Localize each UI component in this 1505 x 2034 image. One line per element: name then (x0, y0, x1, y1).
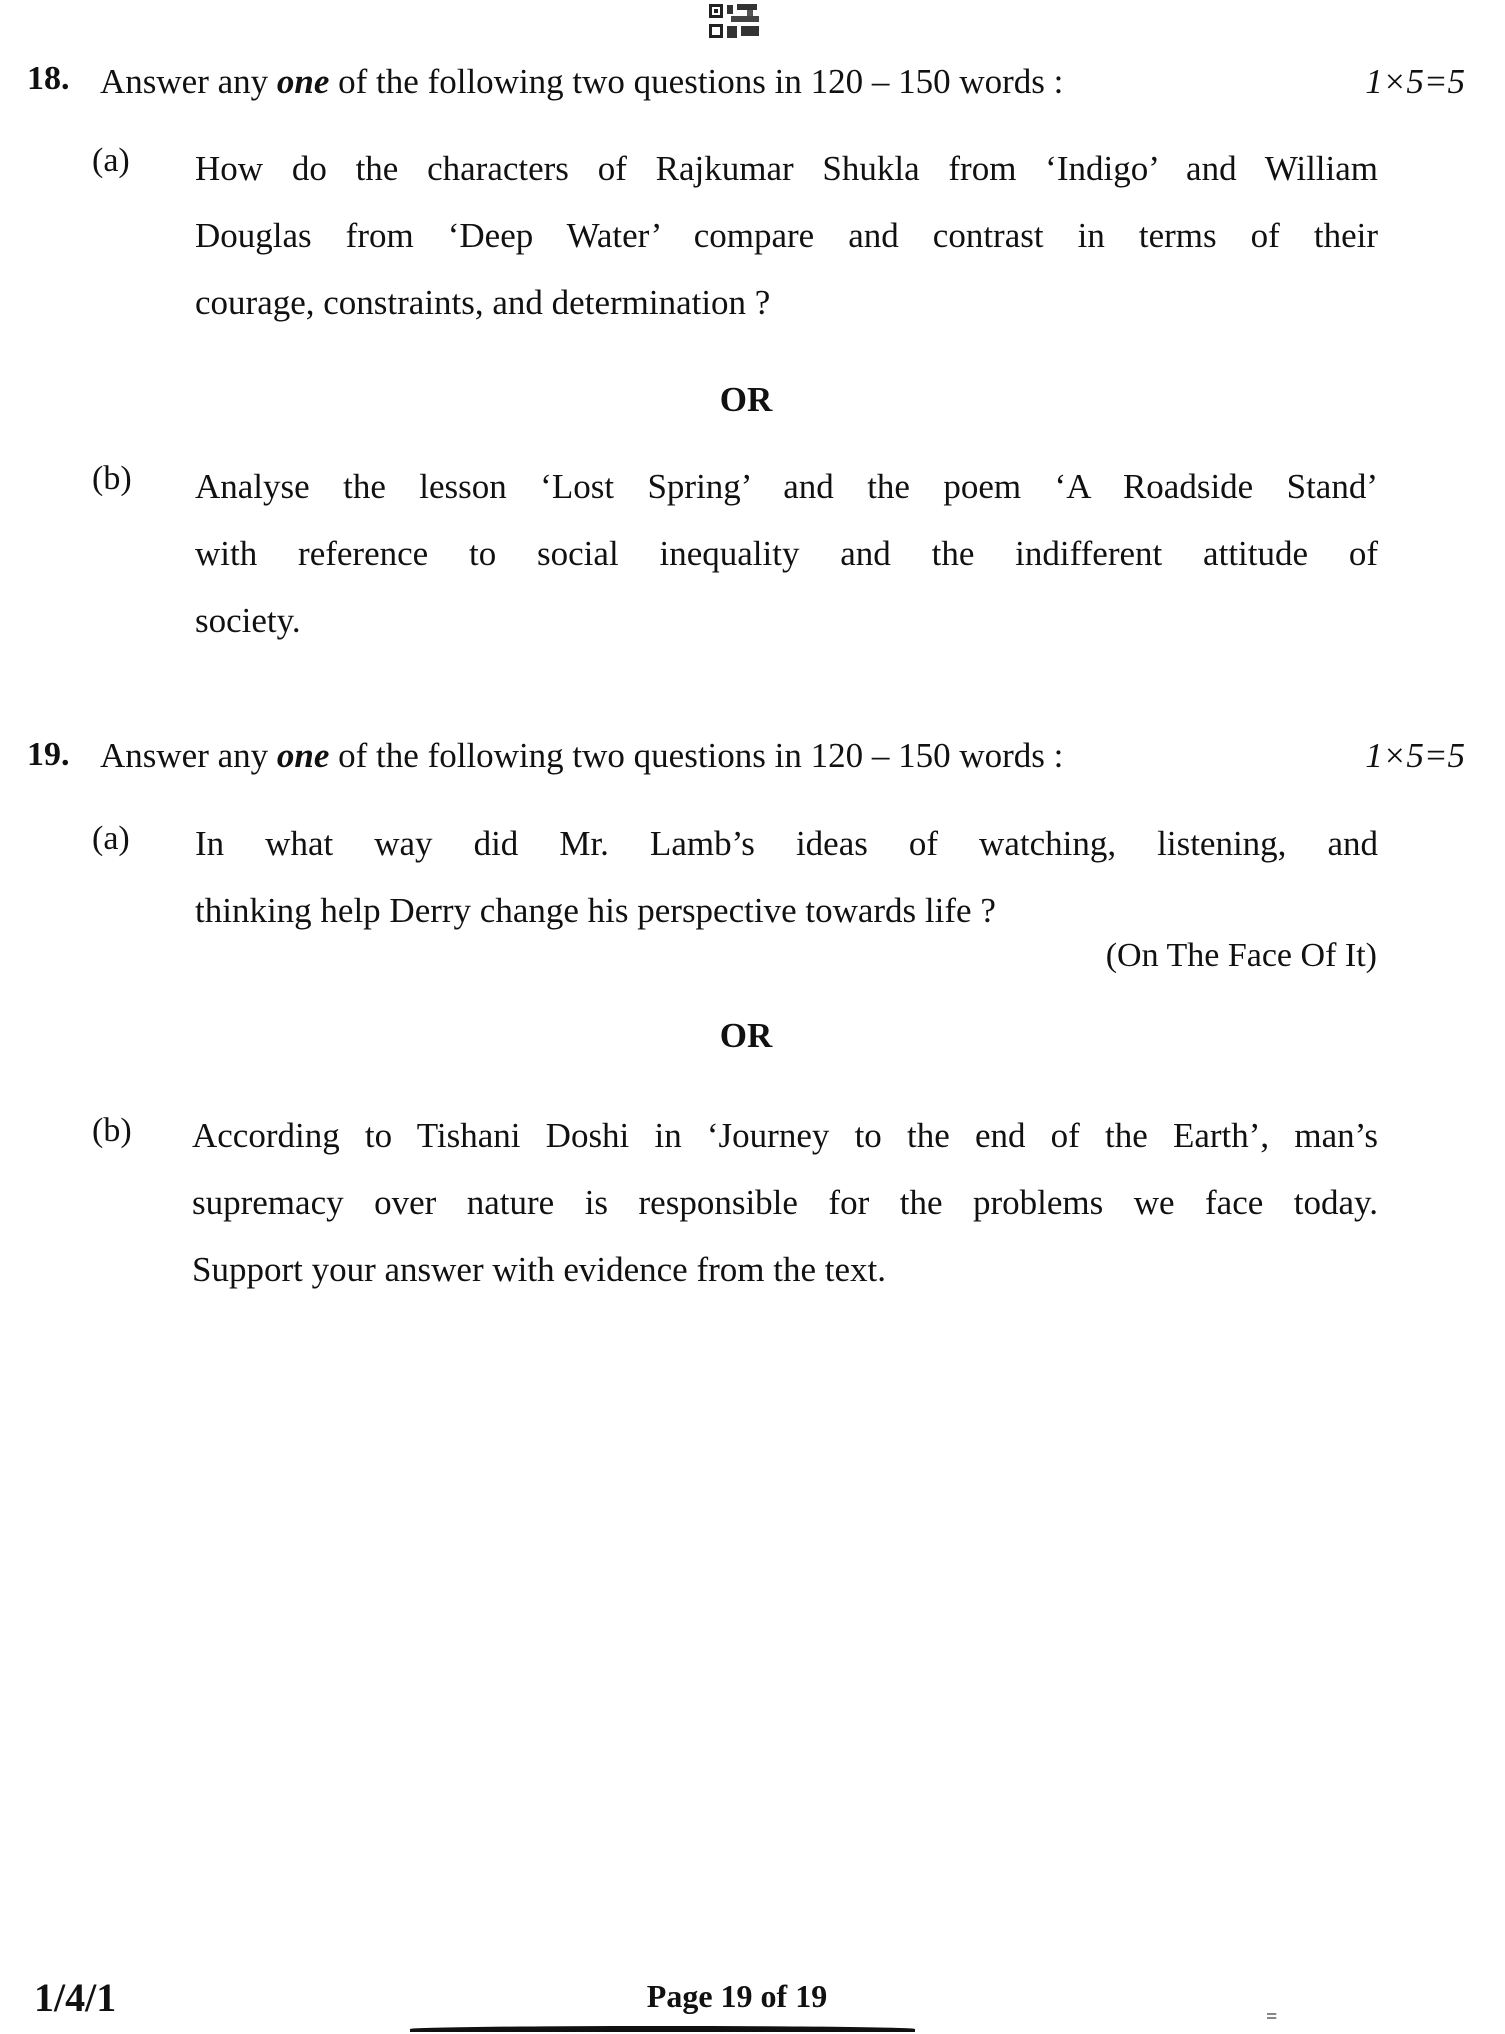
text-line: Support your answer with evidence from the text. (192, 1250, 886, 1289)
option-label: (a) (92, 142, 130, 179)
text-line: courage, constraints, and determination ? (195, 283, 771, 322)
option-text (195, 463, 1378, 664)
footer-rule (410, 2026, 915, 2032)
option-text (192, 1112, 1378, 1313)
text-line: with reference to social inequality and the indifferent attitude of (195, 534, 1378, 573)
text-line: thinking help Derry change his perspective towards life ? (195, 891, 996, 930)
question-instruction (100, 62, 1063, 102)
text-line: In what way did Mr. Lamb’s ideas of watching, listening, and (195, 824, 1378, 863)
text-line: According to Tishani Doshi in ‘Journey to the end of the Earth’, man’s (192, 1116, 1378, 1155)
qr-code (707, 2, 763, 40)
text-line: Douglas from ‘Deep Water’ compare and contrast in terms of their (195, 216, 1378, 255)
instruction-text: of the following two questions in 120 – 150 words : (329, 62, 1064, 101)
question-number: 19. (27, 736, 70, 773)
instruction-emphasis: one (276, 62, 330, 101)
text-line: society. (195, 601, 301, 640)
instruction-text: Answer any (100, 62, 277, 101)
footer-mark: = (1266, 2006, 1278, 2028)
text-line: How do the characters of Rajkumar Shukla from ‘Indigo’ and William (195, 149, 1378, 188)
page-number: Page 19 of 19 (646, 1978, 828, 2014)
paper-code: 1/4/1 (34, 1975, 117, 2020)
option-label: (a) (92, 820, 130, 857)
instruction-text: of the following two questions in 120 – 150 words : (329, 736, 1064, 775)
source-reference: (On The Face Of It) (1105, 937, 1377, 974)
question-number: 18. (27, 60, 70, 97)
or-divider: OR (719, 380, 773, 419)
instruction-text: Answer any (100, 736, 277, 775)
option-text (195, 145, 1378, 346)
option-label: (b) (92, 460, 132, 497)
marks: 1×5=5 (1365, 62, 1465, 101)
text-line: Analyse the lesson ‘Lost Spring’ and the poem ‘A Roadside Stand’ (195, 467, 1378, 506)
option-text (195, 820, 1378, 954)
or-divider: OR (719, 1016, 773, 1055)
text-line: supremacy over nature is responsible for the problems we face today. (192, 1183, 1378, 1222)
marks: 1×5=5 (1365, 736, 1465, 775)
option-label: (b) (92, 1112, 132, 1149)
instruction-emphasis: one (276, 736, 330, 775)
question-instruction (100, 736, 1063, 776)
